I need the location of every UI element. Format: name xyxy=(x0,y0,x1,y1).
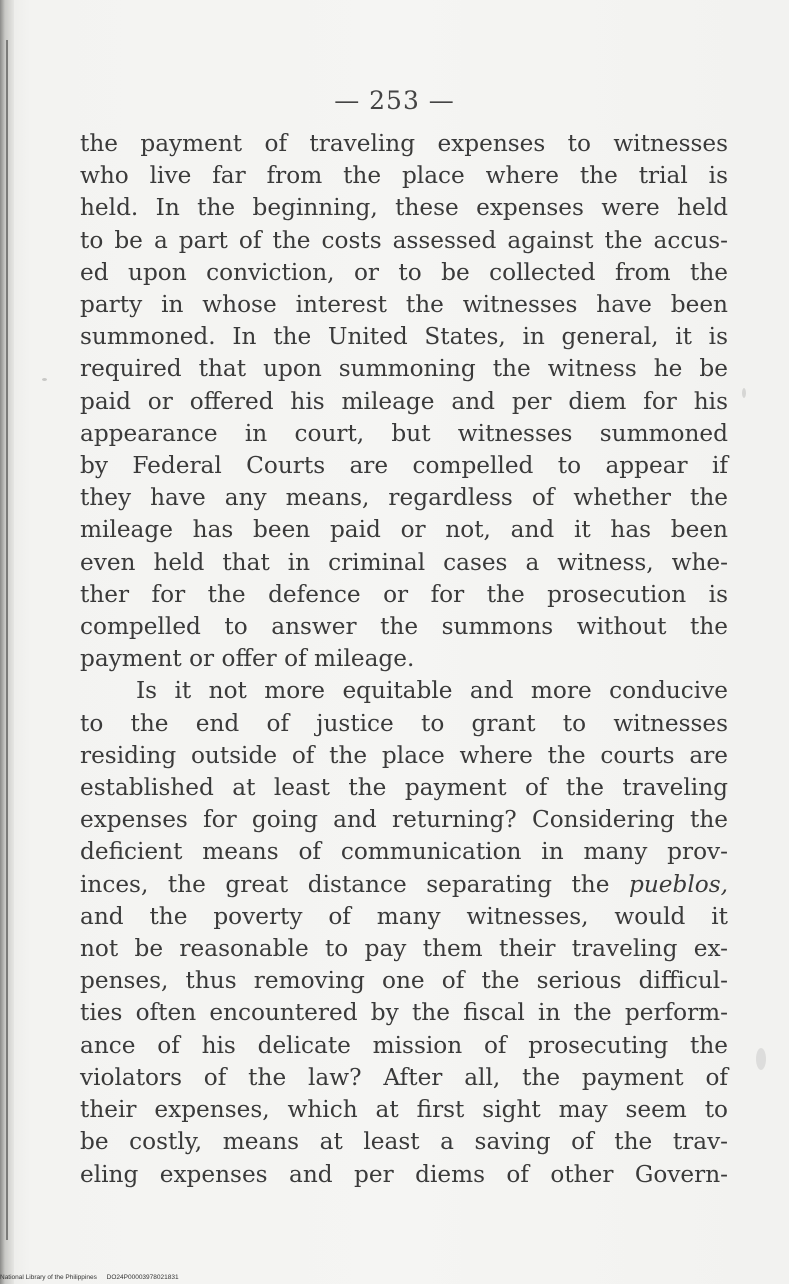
text-line: penses, thus removing one of the serious difficul- xyxy=(80,967,728,995)
text-line: expenses for going and returning? Considering the xyxy=(80,806,728,834)
text-fragment: inces, the great distance separating the xyxy=(80,870,629,898)
text-line: not be reasonable to pay them their traveling ex- xyxy=(80,935,728,963)
text-line: required that upon summoning the witness he be xyxy=(80,355,728,383)
text-line: ance of his delicate mission of prosecuting the xyxy=(80,1031,728,1059)
text-line: violators of the law? After all, the payment of xyxy=(80,1063,728,1091)
text-line: to the end of justice to grant to witnesses xyxy=(80,709,728,737)
text-line: eling expenses and per diems of other Govern- xyxy=(80,1160,728,1188)
footer-code: DO24P00003978021831 xyxy=(106,1274,179,1281)
text-line xyxy=(80,869,728,901)
text-line: who live far from the place where the trial is xyxy=(80,162,728,190)
text-line: the payment of traveling expenses to witnesses xyxy=(80,130,728,157)
text-line: to be a part of the costs assessed against the accus- xyxy=(80,226,728,254)
text-line: established at least the payment of the traveling xyxy=(80,774,728,802)
text-line: they have any means, regardless of whether the xyxy=(80,484,728,512)
text-line: deficient means of communication in many prov- xyxy=(80,838,728,866)
ink-smudge xyxy=(742,388,746,398)
footer-library: National Library of the Philippines xyxy=(0,1274,97,1281)
page-number: — 253 — xyxy=(334,86,455,115)
text-line: paid or offered his mileage and per diem for his xyxy=(80,387,728,415)
text-line: ties often encountered by the fiscal in the perform- xyxy=(80,999,728,1027)
text-line: payment or offer of mileage. xyxy=(80,645,415,673)
text-line: residing outside of the place where the courts are xyxy=(80,741,728,769)
text-line: summoned. In the United States, in general, it is xyxy=(80,323,728,351)
text-line: party in whose interest the witnesses have been xyxy=(80,291,728,319)
text-line: even held that in criminal cases a witness, whe- xyxy=(80,548,728,576)
binding-line xyxy=(6,40,8,1240)
text-line: ther for the defence or for the prosecution is xyxy=(80,580,728,608)
ink-smudge xyxy=(756,1048,766,1070)
text-line: ed upon conviction, or to be collected from the xyxy=(80,258,728,286)
text-line: held. In the beginning, these expenses were held xyxy=(80,194,728,222)
scan-footer xyxy=(0,1274,187,1281)
text-line: their expenses, which at first sight may seem to xyxy=(80,1096,728,1124)
ink-smudge xyxy=(42,378,47,381)
text-line: appearance in court, but witnesses summoned xyxy=(80,419,728,447)
body-text xyxy=(80,128,728,1191)
text-line: Is it not more equitable and more conducive xyxy=(136,677,728,705)
text-line: by Federal Courts are compelled to appear if xyxy=(80,452,728,480)
text-line: compelled to answer the summons without the xyxy=(80,613,728,641)
text-line: mileage has been paid or not, and it has been xyxy=(80,516,728,544)
italic-word: pueblos, xyxy=(629,870,728,898)
text-line: be costly, means at least a saving of the trav- xyxy=(80,1128,728,1156)
text-line: and the poverty of many witnesses, would it xyxy=(80,902,728,930)
